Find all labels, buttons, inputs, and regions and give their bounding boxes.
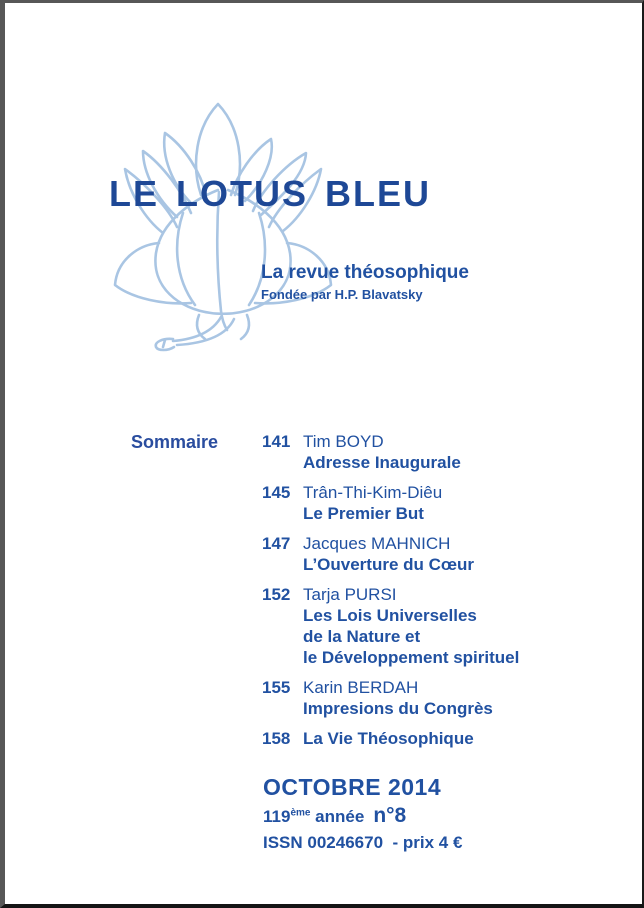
issue-year-number: 119 [263, 807, 291, 826]
toc-page-number: 145 [262, 483, 291, 502]
toc-author: Jacques MAHNICH [303, 534, 451, 553]
toc-author: Tarja PURSI [303, 585, 397, 604]
toc-entry [262, 677, 562, 719]
issue-year-label: année [310, 807, 365, 826]
issue-number: n°8 [373, 804, 407, 827]
founder-line: Fondée par H.P. Blavatsky [261, 287, 423, 302]
toc-page-number: 155 [262, 678, 291, 697]
toc-article-title: Impresions du Congrès [303, 699, 493, 718]
issue-info-block [263, 773, 462, 856]
issue-year-suffix: ème [290, 807, 311, 819]
issue-month-year: OCTOBRE 2014 [263, 774, 442, 800]
lotus-illustration [103, 93, 343, 353]
toc-page-number: 158 [262, 729, 291, 748]
toc-author: Karin BERDAH [303, 678, 419, 697]
magazine-subtitle: La revue théosophique [261, 262, 469, 283]
toc-author: Trân-Thi-Kim-Diêu [303, 483, 443, 502]
issn-price-line: ISSN 00246670 - prix 4 € [263, 833, 463, 852]
toc-page-number: 152 [262, 585, 291, 604]
magazine-title: LE LOTUS BLEU [109, 173, 431, 214]
lotus-icon [103, 93, 343, 353]
toc-entry [262, 584, 562, 668]
toc-article-title: le Développement spirituel [303, 648, 520, 667]
toc-entry [262, 533, 562, 575]
toc-article-title: de la Nature et [303, 627, 421, 646]
toc-article-title: Adresse Inaugurale [303, 453, 461, 472]
toc-author: Tim BOYD [303, 432, 384, 451]
issue-year-line [263, 803, 462, 830]
toc-article-title: Les Lois Universelles [303, 606, 477, 625]
toc-article-title: Le Premier But [303, 504, 424, 523]
toc-entry [262, 482, 562, 524]
toc-page-number: 147 [262, 534, 291, 553]
toc-page-number: 141 [262, 432, 291, 451]
table-of-contents [262, 431, 562, 758]
toc-entry [262, 728, 562, 749]
sommaire-heading: Sommaire [131, 432, 219, 452]
toc-article-title: L’Ouverture du Cœur [303, 555, 474, 574]
toc-article-title: La Vie Théosophique [303, 729, 474, 748]
toc-entry [262, 431, 562, 473]
